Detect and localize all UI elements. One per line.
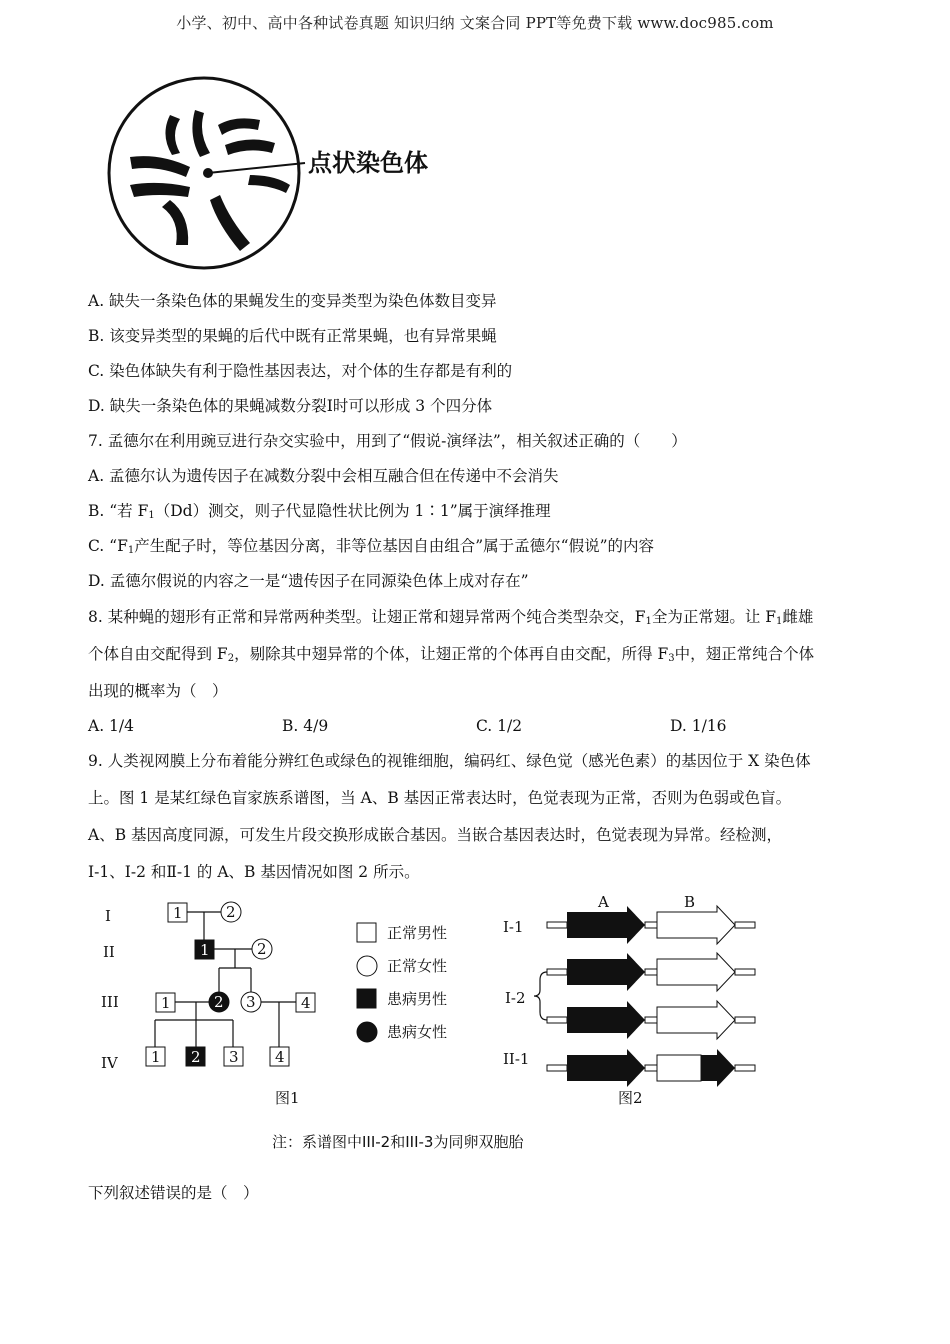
- legend-affected-male: 患病男性: [387, 990, 448, 1008]
- gene-row-ii1: [547, 1049, 755, 1087]
- svg-text:2: 2: [191, 1048, 201, 1066]
- q8-option-b: B. 4/9: [282, 717, 329, 735]
- legend-affected-female: 患病女性: [387, 1023, 448, 1041]
- q9-stem-line2: 上。图 1 是某红绿色盲家族系谱图，当 A、B 基因正常表达时，色觉表现为正常，否则为色弱或色盲。: [88, 789, 792, 807]
- q7-option-d: D. 孟德尔假说的内容之一是“遗传因子在同源染色体上成对存在”: [88, 572, 529, 590]
- dot-chromosome-label: 点状染色体: [308, 148, 428, 177]
- q9-ask: 下列叙述错误的是（ ）: [88, 1184, 259, 1202]
- q7-stem: 7. 孟德尔在利用豌豆进行杂交实验中，用到了“假说-演绎法”，相关叙述正确的（ ）: [88, 432, 687, 450]
- fig2-caption: 图2: [618, 1089, 643, 1107]
- legend-normal-male-icon: [357, 923, 376, 942]
- svg-text:1: 1: [173, 904, 183, 922]
- figure-note: 注：系谱图中III-2和III-3为同卵双胞胎: [272, 1133, 524, 1151]
- q8-stem-line1: 8. 某种蝇的翅形有正常和异常两种类型。让翅正常和翅异常两个纯合类型杂交，$F_1$全为正常翅。让 $F_1$雌雄: [88, 608, 814, 627]
- row-label-i2: I-2: [505, 989, 526, 1007]
- chromosome-figure: [100, 75, 460, 275]
- legend-normal-female: 正常女性: [387, 957, 448, 975]
- gen-label-iii: III: [101, 993, 119, 1011]
- legend-normal-female-icon: [357, 956, 377, 976]
- gene-row-i2-a: [547, 953, 755, 991]
- q8-stem-line2: 个体自由交配得到 $F_2$，剔除其中翅异常的个体，让翅正常的个体再自由交配，所得 $F_3$中，翅正常纯合个体: [88, 645, 815, 664]
- svg-text:3: 3: [246, 993, 256, 1011]
- q7-option-c: C. “$F_1$产生配子时，等位基因分离，非等位基因自由组合”属于孟德尔“假说”的内容: [88, 537, 654, 556]
- svg-text:1: 1: [161, 994, 171, 1012]
- q9-stem-line1: 9. 人类视网膜上分布着能分辨红色或绿色的视锥细胞，编码红、绿色觉（感光色素）的基因位于 X 染色体: [88, 752, 811, 770]
- q8-option-a: A. 1/4: [88, 717, 134, 735]
- q7-option-b: B. “若 $F_1(Dd)$测交，则子代显隐性状比例为 1∶1”属于演绎推理: [88, 502, 551, 521]
- gen-label-i: I: [105, 907, 111, 925]
- row-label-i1: I-1: [503, 918, 524, 936]
- gene-row-i2-b: [547, 1001, 755, 1039]
- gene-figure: [495, 890, 775, 1115]
- chromosome-shapes: [130, 110, 290, 251]
- q7-option-a: A. 孟德尔认为遗传因子在减数分裂中会相互融合但在传递中不会消失: [88, 467, 559, 485]
- gene-a-label: A: [598, 893, 609, 911]
- q9-stem-line3: A、B 基因高度同源，可发生片段交换形成嵌合基因。当嵌合基因表达时，色觉表现为异常。经检测，: [88, 826, 783, 844]
- svg-text:1: 1: [151, 1048, 161, 1066]
- fig1-caption: 图1: [275, 1089, 300, 1107]
- svg-text:2: 2: [226, 903, 236, 921]
- legend-affected-female-icon: [357, 1022, 377, 1042]
- svg-text:3: 3: [229, 1048, 239, 1066]
- legend-affected-male-icon: [357, 989, 376, 1008]
- q6-option-b: B. 该变异类型的果蝇的后代中既有正常果蝇，也有异常果蝇: [88, 327, 497, 345]
- legend-normal-male: 正常男性: [387, 924, 448, 942]
- q6-option-d: D. 缺失一条染色体的果蝇减数分裂Ⅰ时可以形成 3 个四分体: [88, 397, 493, 415]
- q8-option-d: D. 1/16: [670, 717, 727, 735]
- gen-label-iv: IV: [101, 1054, 118, 1072]
- svg-text:2: 2: [257, 940, 267, 958]
- q8-option-c: C. 1/2: [476, 717, 523, 735]
- row-label-ii1: II-1: [503, 1050, 530, 1068]
- gene-row-i1: [547, 906, 755, 944]
- svg-text:2: 2: [214, 993, 224, 1011]
- svg-text:4: 4: [275, 1048, 285, 1066]
- page-header: 小学、初中、高中各种试卷真题 知识归纳 文案合同 PPT等免费下载 www.doc985.com: [176, 14, 774, 32]
- pedigree-figure: [95, 895, 475, 1115]
- q8-stem-line3: 出现的概率为（ ）: [88, 682, 228, 700]
- q9-stem-line4: Ⅰ-1、Ⅰ-2 和Ⅱ-1 的 A、B 基因情况如图 2 所示。: [88, 863, 420, 881]
- q6-option-a: A. 缺失一条染色体的果蝇发生的变异类型为染色体数目变异: [88, 292, 497, 310]
- gene-b-label: B: [684, 893, 696, 911]
- svg-text:4: 4: [301, 994, 311, 1012]
- svg-text:1: 1: [200, 941, 210, 959]
- q6-option-c: C. 染色体缺失有利于隐性基因表达，对个体的生存都是有利的: [88, 362, 513, 380]
- gen-label-ii: II: [103, 943, 115, 961]
